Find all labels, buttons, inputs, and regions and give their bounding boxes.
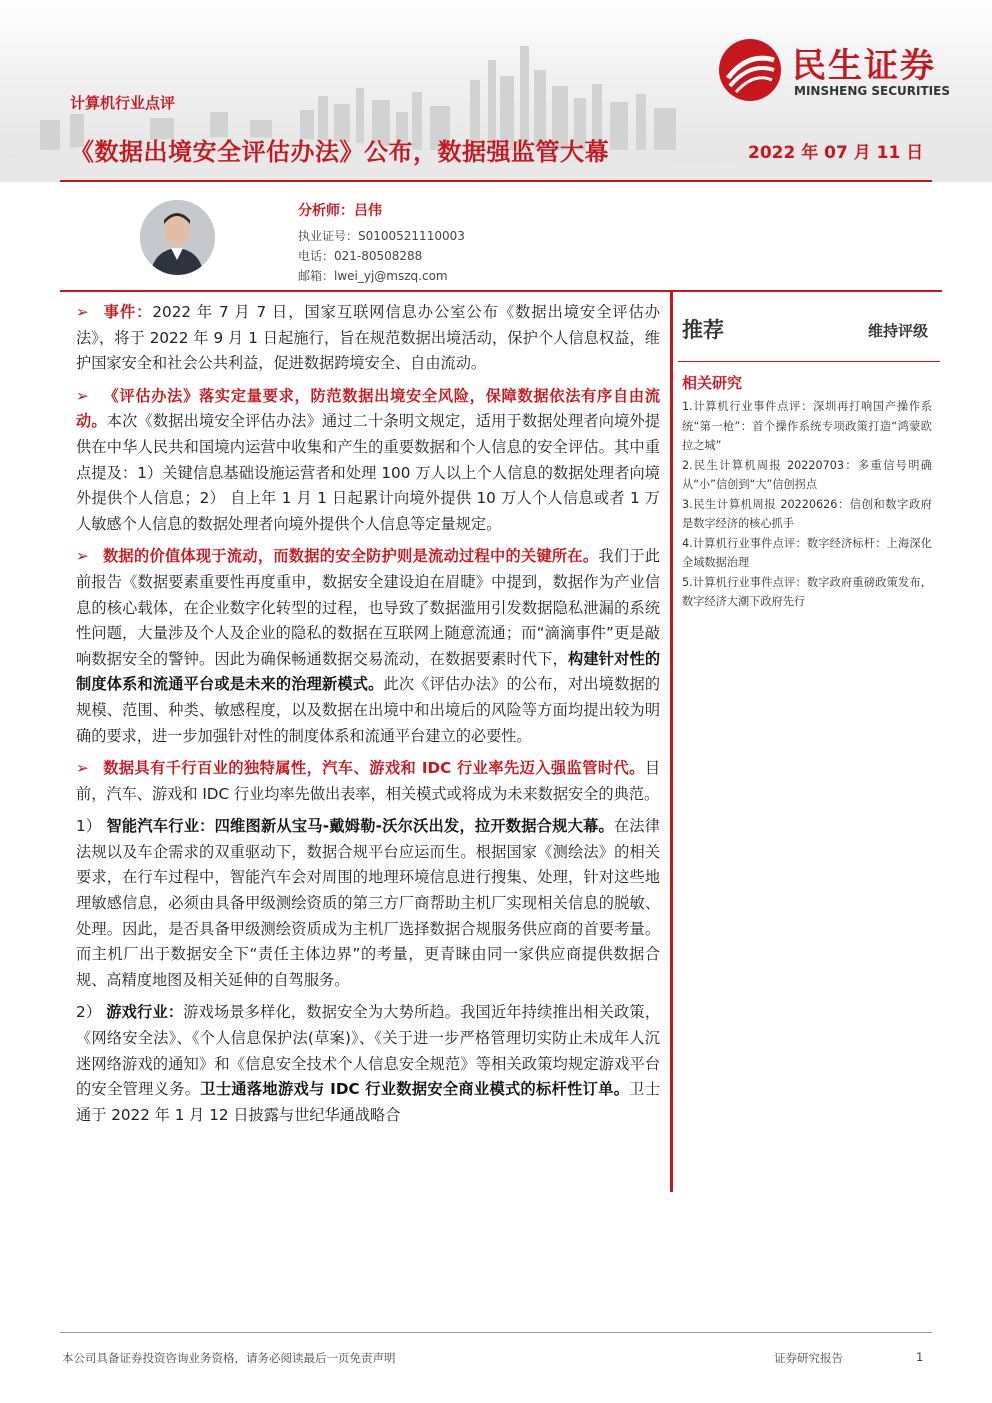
paragraph-measures bbox=[76, 384, 660, 538]
paragraph-data-value bbox=[76, 544, 660, 749]
related-research-item[interactable]: 3.民生计算机周报 20220626：信创和数字政府是数字经济的核心抓手 bbox=[682, 497, 932, 530]
paragraph-lead: 数据的价值体现于流动，而数据的安全防护则是流动过程中的关键所在。 bbox=[102, 547, 599, 566]
paragraph-gaming bbox=[76, 1000, 660, 1128]
related-research-item[interactable]: 2.民生计算机周报 20220703：多重信号明确从“小”信创到“大”信创拐点 bbox=[682, 458, 932, 491]
content-divider bbox=[60, 290, 942, 292]
paragraph-text: 2022 年 7 月 7 日，国家互联网信息办公室公布《数据出境安全评估办法》，将于 2022 年 9 月 1 日起施行，旨在规范数据出境活动，保护个人信息权益，维护国家安全和社会公共利益，促进数据跨境安全、自由流动。 bbox=[76, 303, 661, 373]
bullet-arrow-icon: ➢ bbox=[76, 547, 89, 566]
paragraph-number: 1） bbox=[76, 817, 102, 836]
paragraph-text: 我们于此前报告《数据要素重要性再度重申，数据安全建设迫在眉睫》中提到，数据作为产业信息的核心载体，在企业数字化转型的过程，也导致了数据滥用引发数据隐私泄漏的系统性问题，大量涉及个人及企业的隐私的数据在互联网上随意流通；而“滴滴事件”更是敲响数据安全的警钟。因此为确保畅通数据交易流动，在数据要素时代下， bbox=[76, 547, 661, 668]
paragraph-emphasis: 智能汽车行业：四维图新从宝马-戴姆勒-沃尔沃出发，拉开数据合规大幕。 bbox=[106, 817, 614, 836]
report-body bbox=[76, 300, 660, 1135]
logo-text-cn: 民生证券 bbox=[792, 46, 936, 86]
analyst-name: 分析师：吕伟 bbox=[298, 203, 382, 219]
footer-report-type: 证券研究报告 bbox=[774, 1351, 843, 1365]
related-research-item[interactable]: 5.计算机行业事件点评：数字政府重磅政策发布，数字经济大潮下政府先行 bbox=[682, 575, 932, 608]
rating-value: 推荐 bbox=[682, 318, 724, 342]
rating-status: 维持评级 bbox=[867, 322, 928, 340]
report-date: 2022 年 07 月 11 日 bbox=[748, 143, 924, 163]
bullet-arrow-icon: ➢ bbox=[76, 386, 89, 405]
paragraph-text: 游戏场景多样化，数据安全为大势所趋。我国近年持续推出相关政策，《网络安全法》、《个人信息保护法(草案)》、《关于进一步严格管理切实防止未成年人沉迷网络游戏的通知》和《信息安全技术个人信息安全规范》等相关政策均规定游戏平台的安全管理义务。 bbox=[76, 1003, 661, 1099]
paragraph-lead: 《评估办法》落实定量要求，防范数据出境安全风险，保障数据依法有序自由流动。 bbox=[76, 386, 660, 431]
sidebar bbox=[682, 300, 932, 612]
sidebar-divider bbox=[678, 361, 940, 362]
column-divider bbox=[670, 292, 673, 1192]
company-logo bbox=[718, 36, 968, 106]
paragraph-event bbox=[76, 300, 660, 377]
page-number: 1 bbox=[916, 1350, 924, 1364]
paragraph-text: 此次《评估办法》的公布，对出境数据的规模、范围、种类、敏感程度，以及数据在出境中和出境后的风险等方面均提出较为明确的要求，进一步加强针对性的制度体系和流通平台建立的必要性。 bbox=[76, 675, 661, 745]
paragraph-emphasis: 游戏行业： bbox=[106, 1003, 184, 1022]
related-research-item[interactable]: 1.计算机行业事件点评：深圳再打响国产操作系统“第一枪”：首个操作系统专项政策打造“鸿蒙欧拉之城” bbox=[682, 400, 932, 452]
analyst-info bbox=[298, 200, 465, 286]
analyst-license: 执业证号：S0100521110003 bbox=[298, 229, 465, 243]
paragraph-lead: 数据具有千行百业的独特属性，汽车、游戏和 IDC 行业率先迈入强监管时代。 bbox=[102, 759, 645, 778]
paragraph-emphasis: 构建针对性的制度体系和流通平台或是未来的治理新模式。 bbox=[76, 649, 661, 694]
paragraph-auto bbox=[76, 814, 660, 993]
analyst-photo bbox=[140, 200, 215, 275]
paragraph-text: 目前，汽车、游戏和 IDC 行业均率先做出表率，相关模式或将成为未来数据安全的典范。 bbox=[76, 759, 660, 803]
analyst-email[interactable]: 邮箱：lwei_yj@mszq.com bbox=[298, 269, 448, 283]
report-title: 《数据出境安全评估办法》公布，数据强监管大幕 bbox=[70, 138, 609, 166]
logo-text-en: MINSHENG SECURITIES bbox=[794, 84, 950, 98]
paragraph-number: 2） bbox=[76, 1003, 102, 1022]
rating-box bbox=[682, 300, 932, 356]
category-label: 计算机行业点评 bbox=[70, 94, 176, 112]
paragraph-text: 本次《数据出境安全评估办法》通过二十条明文规定，适用于数据处理者向境外提供在中华人民共和国境内运营中收集和产生的重要数据和个人信息的安全评估。其中重点提及：1）关键信息基础设施运营者和处理 100 万人以上个人信息的数据处理者向境外提供个人信息；2） 自上年 1 月 1 日起累计向境外提供 10 万人个人信息或者 1 万人敏感个人信息的数据处理者向境外提供个人信息等定量规定。 bbox=[76, 412, 661, 533]
paragraph-emphasis: 卫士通落地游戏与 IDC 行业数据安全商业模式的标杆性订单。 bbox=[200, 1080, 630, 1099]
logo-emblem-icon bbox=[718, 38, 782, 102]
paragraph-lead: 事件： bbox=[102, 303, 153, 321]
bullet-arrow-icon: ➢ bbox=[76, 303, 89, 321]
related-research-item[interactable]: 4.计算机行业事件点评：数字经济标杆：上海深化全域数据治理 bbox=[682, 536, 932, 569]
analyst-phone: 电话：021-80508288 bbox=[298, 249, 423, 263]
bullet-arrow-icon: ➢ bbox=[76, 759, 89, 778]
paragraph-text: 卫士通于 2022 年 1 月 12 日披露与世纪华通战略合 bbox=[76, 1080, 661, 1124]
paragraph-text: 在法律法规以及车企需求的双重驱动下，数据合规平台应运而生。根据国家《测绘法》的相关要求，在行车过程中，智能汽车会对周围的地理环境信息进行搜集、处理，针对这些地理敏感信息，必须由具备甲级测绘资质的第三方厂商帮助主机厂实现相关信息的脱敏、处理。因此，是否具备甲级测绘资质成为主机厂选择数据合规服务供应商的首要考量。而主机厂出于数据安全下“责任主体边界”的考量，更青睐由同一家供应商提供数据合规、高精度地图及相关延伸的自驾服务。 bbox=[76, 817, 661, 989]
footer-divider bbox=[60, 1332, 932, 1333]
paragraph-industries bbox=[76, 756, 660, 807]
footer-disclaimer: 本公司具备证券投资咨询业务资格，请务必阅读最后一页免责声明 bbox=[62, 1351, 396, 1365]
header-divider bbox=[60, 180, 932, 182]
header-banner bbox=[0, 0, 992, 182]
related-research-title: 相关研究 bbox=[682, 374, 743, 392]
